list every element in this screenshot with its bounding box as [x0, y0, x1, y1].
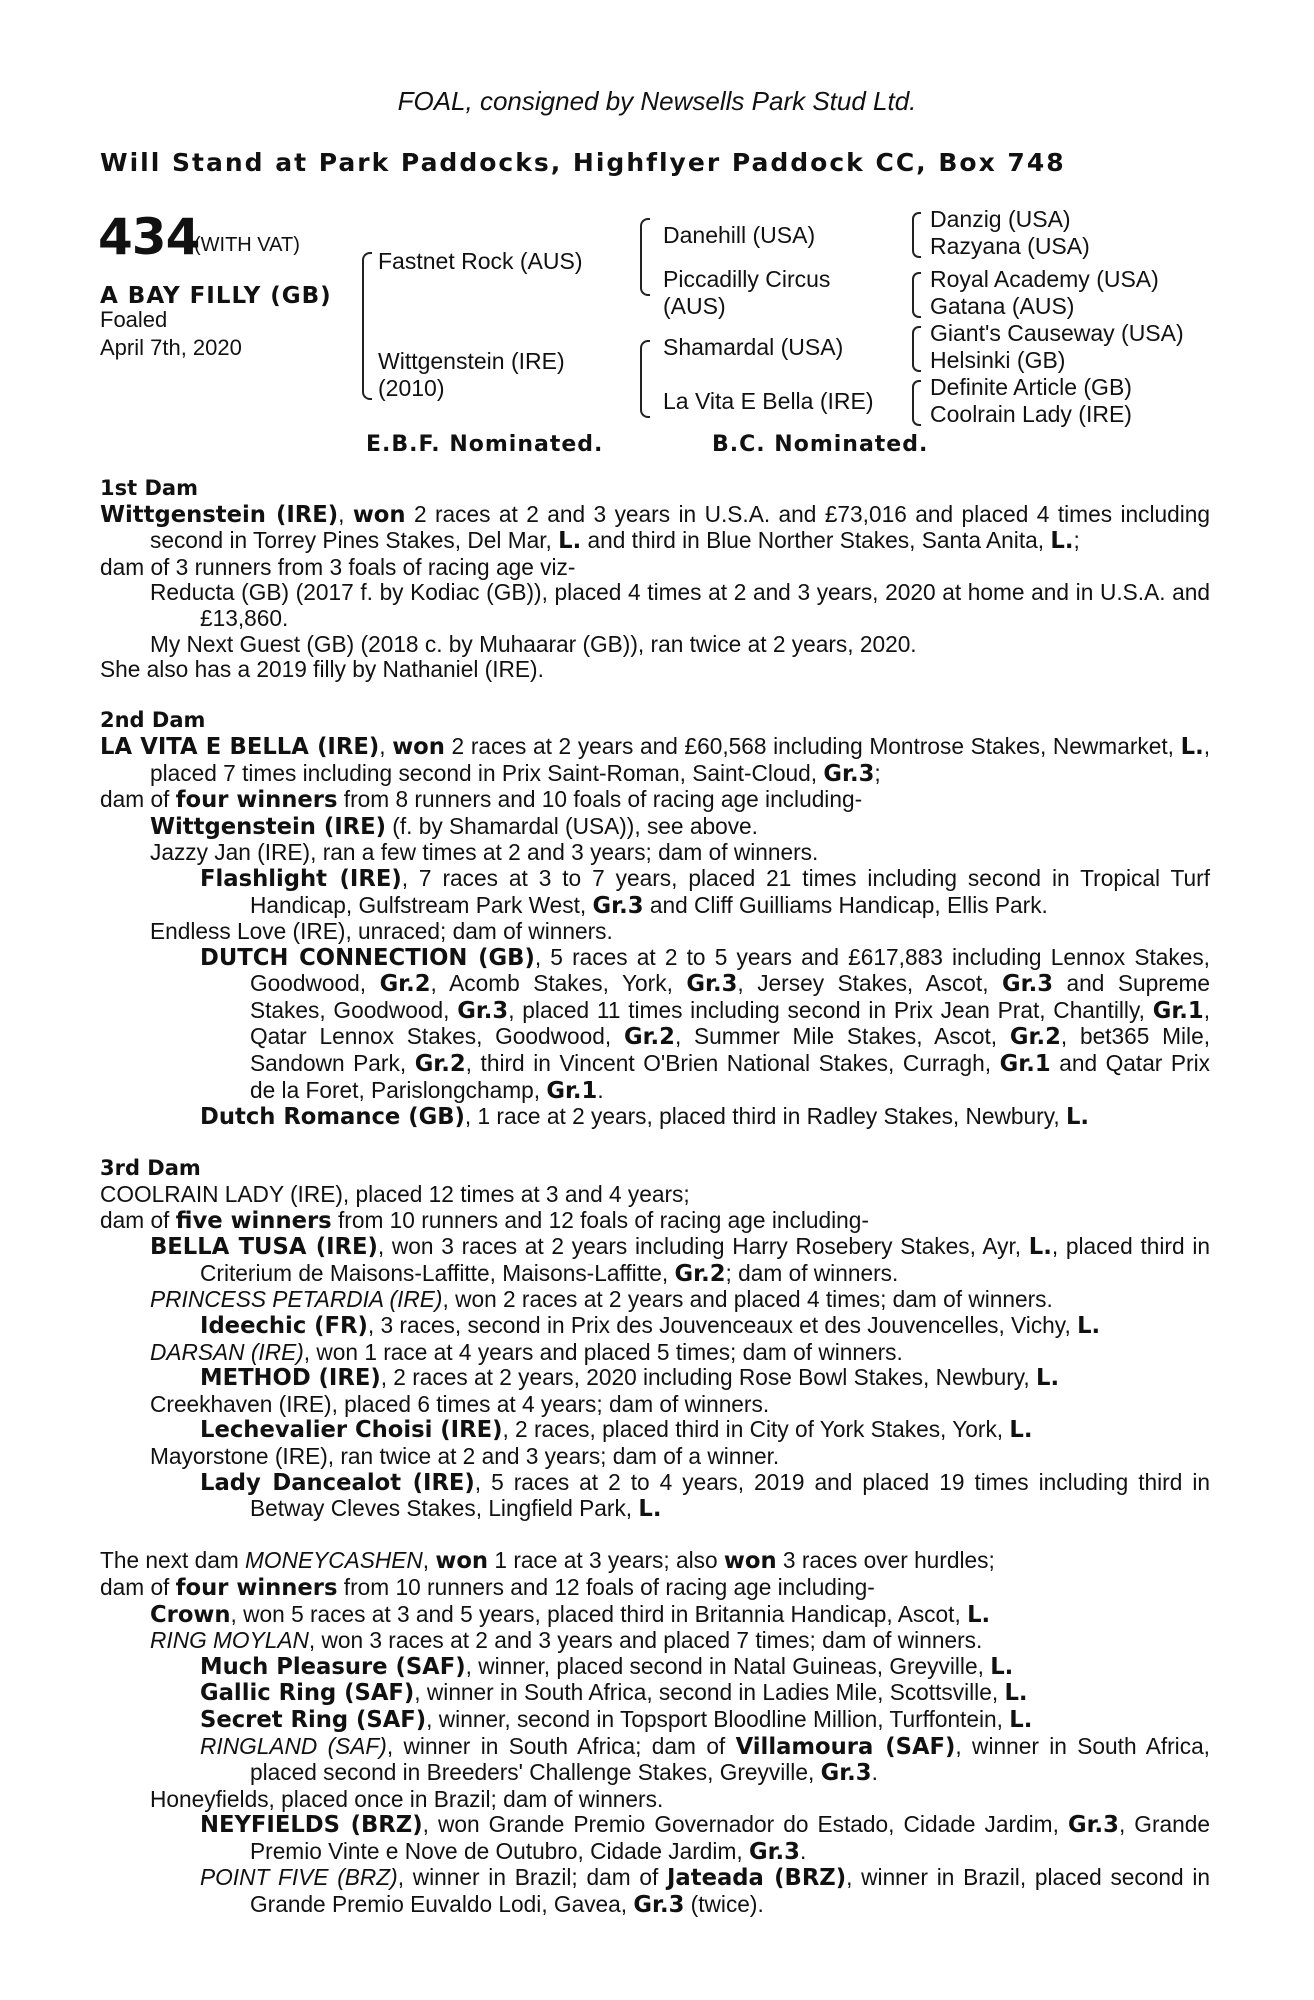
paragraph: RINGLAND (SAF), winner in South Africa; dam of Villamoura (SAF), winner in South Africa, placed second in Breeders' Challenge Stakes, Greyville, Gr.3. — [200, 1732, 1210, 1787]
paragraph: Secret Ring (SAF), winner, second in Topsport Bloodline Million, Turffontein, L. — [200, 1705, 1033, 1733]
ebf-nominated: E.B.F. Nominated. — [366, 432, 604, 457]
brace — [912, 212, 921, 258]
sds: Royal Academy (USA) — [930, 266, 1159, 292]
paragraph: Wittgenstein (IRE), won 2 races at 2 and 3 years in U.S.A. and £73,016 and placed 4 times including second in Torrey Pines Stakes, Del Mar, L. and third in Blue Norther Stakes, Santa Anita, L.; — [100, 500, 1211, 555]
dsd: Helsinki (GB) — [930, 347, 1066, 373]
vat-label: (WITH VAT) — [194, 234, 300, 256]
brace — [640, 218, 650, 296]
paragraph: DUTCH CONNECTION (GB), 5 races at 2 to 5 years and £617,883 including Lennox Stakes, Goodwood, Gr.2, Acomb Stakes, York, Gr.3, Jersey Stakes, Ascot, Gr.3 and Supreme Stakes, Goodwood, Gr.3, placed 11 times including second in Prix Jean Prat, Chantilly, Gr.1, Qatar Lennox Stakes, Goodwood, Gr.2, Summer Mile Stakes, Ascot, Gr.2, bet365 Mile, Sandown Park, Gr.2, third in Vincent O'Brien National Stakes, Curragh, Gr.1 and Qatar Prix de la Foret, Parislongchamp, Gr.1. — [200, 943, 1211, 1104]
stand-location: Will Stand at Park Paddocks, Highflyer Paddock CC, Box 748 — [100, 148, 1066, 177]
ssd: Razyana (USA) — [930, 233, 1090, 259]
paragraph: Jazzy Jan (IRE), ran a few times at 2 and 3 years; dam of winners. — [150, 839, 819, 866]
brace — [362, 252, 372, 400]
ddd: Coolrain Lady (IRE) — [930, 401, 1132, 427]
dam-dam: La Vita E Bella (IRE) — [663, 388, 874, 414]
paragraph: BELLA TUSA (IRE), won 3 races at 2 years including Harry Rosebery Stakes, Ayr, L., placed third in Criterium de Maisons-Laffitte, Maisons-Laffitte, Gr.2; dam of winners. — [150, 1233, 1210, 1287]
paragraph: NEYFIELDS (BRZ), won Grande Premio Governador do Estado, Cidade Jardim, Gr.3, Grande Premio Vinte e Nove de Outubro, Cidade Jardim, Gr.3. — [200, 1811, 1210, 1865]
sire-dam-line2: (AUS) — [663, 293, 726, 319]
dam-line2: (2010) — [378, 375, 445, 401]
sire-dam-line1: Piccadilly Circus — [663, 266, 831, 292]
paragraph: dam of 3 runners from 3 foals of racing age viz- — [100, 553, 576, 580]
paragraph: Honeyfields, placed once in Brazil; dam of winners. — [150, 1785, 664, 1812]
sss: Danzig (USA) — [930, 206, 1071, 232]
paragraph: Ideechic (FR), 3 races, second in Prix des Jouvenceaux et des Jouvencelles, Vichy, L. — [200, 1312, 1101, 1339]
section-heading: 1st Dam — [100, 476, 198, 500]
paragraph: LA VITA E BELLA (IRE), won 2 races at 2 years and £60,568 including Montrose Stakes, Newmarket, L., placed 7 times including second in Prix Saint-Roman, Saint-Cloud, Gr.3; — [100, 732, 1210, 787]
section-heading: 3rd Dam — [100, 1156, 201, 1181]
dds: Definite Article (GB) — [930, 374, 1132, 400]
brace — [912, 380, 921, 426]
paragraph: Lechevalier Choisi (IRE), 2 races, placed third in City of York Stakes, York, L. — [200, 1416, 1033, 1444]
paragraph: RING MOYLAN, won 3 races at 2 and 3 years and placed 7 times; dam of winners. — [150, 1627, 983, 1654]
paragraph: The next dam MONEYCASHEN, won 1 race at 3 years; also won 3 races over hurdles; — [100, 1547, 995, 1575]
paragraph: dam of four winners from 8 runners and 10 foals of racing age including- — [100, 786, 863, 814]
section-heading: 2nd Dam — [100, 708, 206, 733]
sdd: Gatana (AUS) — [930, 293, 1075, 319]
paragraph: Creekhaven (IRE), placed 6 times at 4 years; dam of winners. — [150, 1390, 770, 1417]
paragraph: Much Pleasure (SAF), winner, placed second in Natal Guineas, Greyville, L. — [200, 1652, 1014, 1680]
paragraph: POINT FIVE (BRZ), winner in Brazil; dam of Jateada (BRZ), winner in Brazil, placed second in Grande Premio Euvaldo Lodi, Gavea, Gr.3 (twice). — [200, 1864, 1210, 1919]
paragraph: My Next Guest (GB) (2018 c. by Muhaarar (GB)), ran twice at 2 years, 2020. — [150, 630, 917, 657]
foaled-info — [100, 306, 242, 362]
catalogue-text — [100, 476, 1210, 1919]
paragraph: Dutch Romance (GB), 1 race at 2 years, placed third in Radley Stakes, Newbury, L. — [200, 1103, 1090, 1131]
bc-nominated: B.C. Nominated. — [712, 432, 929, 457]
dam-sire: Shamardal (USA) — [663, 334, 844, 360]
brace — [912, 272, 921, 318]
lot-number: 434 — [98, 208, 200, 266]
foaled-date: April 7th, 2020 — [100, 335, 242, 360]
dam-line1: Wittgenstein (IRE) — [378, 348, 565, 374]
paragraph: Endless Love (IRE), unraced; dam of winners. — [150, 918, 613, 945]
brace — [912, 326, 921, 372]
paragraph: COOLRAIN LADY (IRE), placed 12 times at 3 and 4 years; — [100, 1181, 690, 1208]
paragraph: dam of four winners from 10 runners and 12 foals of racing age including- — [100, 1573, 875, 1601]
paragraph: Crown, won 5 races at 3 and 5 years, placed third in Britannia Handicap, Ascot, L. — [150, 1600, 991, 1628]
horse-name: A BAY FILLY (GB) — [100, 283, 332, 309]
paragraph: Reducta (GB) (2017 f. by Kodiac (GB)), placed 4 times at 2 and 3 years, 2020 at home and in U.S.A. and £13,860. — [150, 579, 1210, 631]
paragraph: Wittgenstein (IRE) (f. by Shamardal (USA)), see above. — [150, 812, 758, 840]
consignor-line: FOAL, consigned by Newsells Park Stud Ltd. — [397, 86, 917, 116]
paragraph: She also has a 2019 filly by Nathaniel (IRE). — [100, 656, 544, 683]
paragraph: dam of five winners from 10 runners and 12 foals of racing age including- — [100, 1206, 869, 1234]
paragraph: Flashlight (IRE), 7 races at 3 to 7 years, placed 21 times including second in Tropical Turf Handicap, Gulfstream Park West, Gr.3 and Cliff Guilliams Handicap, Ellis Park. — [200, 864, 1210, 919]
sire: Fastnet Rock (AUS) — [378, 248, 583, 274]
paragraph: Mayorstone (IRE), ran twice at 2 and 3 years; dam of a winner. — [150, 1442, 780, 1469]
brace — [640, 340, 650, 418]
foaled-label: Foaled — [100, 307, 168, 332]
paragraph: Lady Dancealot (IRE), 5 races at 2 to 4 years, 2019 and placed 19 times including third in Betway Cleves Stakes, Lingfield Park, L. — [200, 1468, 1210, 1523]
paragraph: DARSAN (IRE), won 1 race at 4 years and placed 5 times; dam of winners. — [150, 1338, 903, 1365]
paragraph: METHOD (IRE), 2 races at 2 years, 2020 including Rose Bowl Stakes, Newbury, L. — [200, 1364, 1060, 1392]
paragraph: Gallic Ring (SAF), winner in South Africa, second in Ladies Mile, Scottsville, L. — [200, 1679, 1028, 1707]
paragraph: PRINCESS PETARDIA (IRE), won 2 races at 2 years and placed 4 times; dam of winners. — [150, 1286, 1053, 1313]
dss: Giant's Causeway (USA) — [930, 320, 1184, 346]
sire-sire: Danehill (USA) — [663, 222, 816, 248]
